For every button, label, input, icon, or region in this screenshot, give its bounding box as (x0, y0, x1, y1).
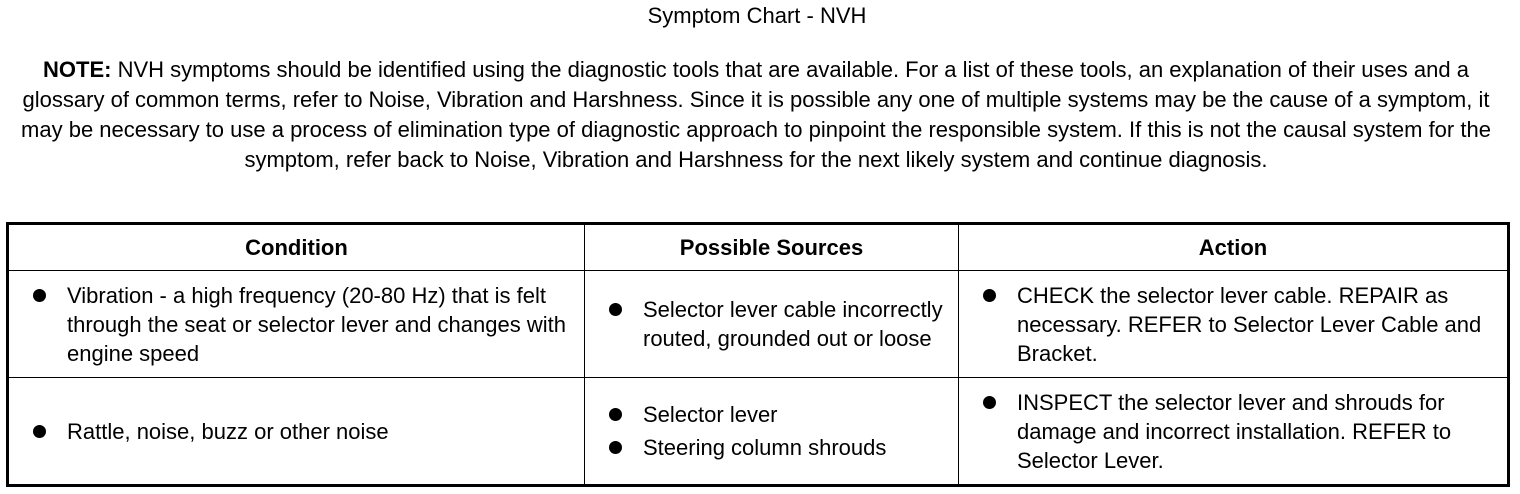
table-header-row (8, 224, 1509, 271)
note-text: NVH symptoms should be identified using the diagnostic tools that are available. For a list of these tools, an explanation of their uses and a glossary of common terms, refer to Noise, Vibration and Harshness. Since it is possible any one of multiple systems may be the cause of a symptom, it may be necessary to use a process of elimination type of diagnostic approach to pinpoint the responsible system. If this is not the causal system for the symptom, refer back to Noise, Vibration and Harshness for the next likely system and continue diagnosis. (21, 57, 1491, 172)
sources-cell (585, 378, 959, 486)
header-action: Action (959, 224, 1509, 271)
header-possible-sources: Possible Sources (585, 224, 959, 271)
source-text: Steering column shrouds (643, 435, 887, 460)
condition-text: Vibration - a high frequency (20-80 Hz) that is felt through the seat or selector lever and changes with engine speed (67, 282, 566, 366)
source-text: Selector lever cable incorrectly routed, grounded out or loose (643, 297, 943, 351)
table-row (8, 378, 1509, 486)
sources-cell (585, 271, 959, 378)
table-row (8, 271, 1509, 378)
list-item (609, 433, 948, 462)
list-item (983, 388, 1497, 475)
bullet-icon (33, 425, 46, 438)
action-text: INSPECT the selector lever and shrouds for damage and incorrect installation. REFER to Selector Lever. (1017, 389, 1452, 473)
header-condition: Condition (8, 224, 585, 271)
condition-cell (8, 271, 585, 378)
condition-text: Rattle, noise, buzz or other noise (67, 418, 389, 444)
note-label: NOTE: (43, 57, 112, 82)
page-title: Symptom Chart - NVH (647, 3, 867, 28)
symptom-table (6, 222, 1510, 487)
condition-cell (8, 378, 585, 486)
bullet-icon (609, 303, 622, 316)
list-item (983, 281, 1497, 368)
list-item (609, 400, 948, 429)
action-cell (959, 378, 1509, 486)
bullet-icon (609, 408, 622, 421)
list-item (33, 417, 574, 446)
action-cell (959, 271, 1509, 378)
bullet-icon (983, 289, 996, 302)
list-item (33, 281, 574, 368)
bullet-icon (609, 441, 622, 454)
note-paragraph (4, 55, 1508, 175)
action-text: CHECK the selector lever cable. REPAIR as necessary. REFER to Selector Lever Cable and Bracket. (1017, 282, 1482, 366)
bullet-icon (983, 396, 996, 409)
source-text: Selector lever (643, 402, 778, 427)
bullet-icon (33, 289, 46, 302)
list-item (609, 295, 948, 353)
